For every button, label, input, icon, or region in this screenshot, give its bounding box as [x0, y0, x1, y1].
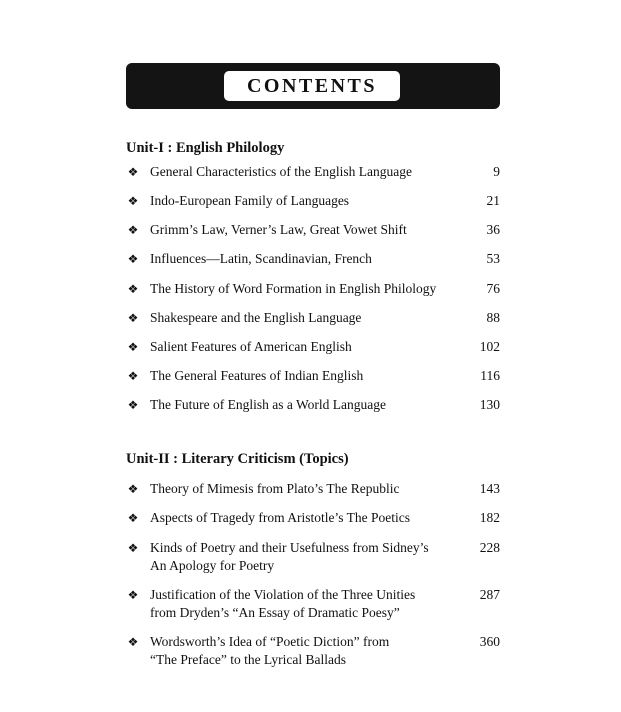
entry-title — [150, 586, 450, 622]
entry-title — [150, 338, 450, 356]
entry-page-number: 76 — [486, 281, 500, 296]
entry-page-number: 21 — [486, 193, 500, 208]
entry-title-line: The General Features of Indian English — [150, 368, 364, 383]
entry-page-number: 130 — [479, 397, 500, 412]
entry-title — [150, 480, 450, 498]
entry-page-number: 9 — [493, 164, 500, 179]
contents-banner — [126, 63, 500, 109]
entry-page-number: 116 — [480, 368, 500, 383]
bullet-icon: ❖ — [127, 311, 139, 325]
entry-title-line: Kinds of Poetry and their Usefulness from Sidney’s — [150, 540, 429, 555]
entry-title — [150, 192, 450, 210]
entry-title-line: General Characteristics of the English Language — [150, 164, 413, 179]
bullet-icon: ❖ — [127, 223, 139, 237]
entry-title-line: Aspects of Tragedy from Aristotle’s The Poetics — [150, 510, 410, 525]
entry-title-line: “The Preface” to the Lyrical Ballads — [150, 652, 347, 667]
entry-title-line: Justification of the Violation of the Three Unities — [150, 587, 416, 602]
entry-title-line: Influences—Latin, Scandinavian, French — [150, 251, 372, 266]
entry-title-line: An Apology for Poetry — [150, 558, 275, 573]
entry-title-line: Shakespeare and the English Language — [150, 310, 362, 325]
entry-title — [150, 539, 450, 575]
bullet-icon: ❖ — [127, 635, 139, 649]
entry-page-number: 360 — [479, 634, 500, 649]
bullet-icon: ❖ — [127, 252, 139, 266]
contents-title: CONTENTS — [224, 71, 400, 101]
entry-title — [150, 309, 450, 327]
bullet-icon: ❖ — [127, 282, 139, 296]
entry-title — [150, 633, 450, 669]
entry-title-line: Grimm’s Law, Verner’s Law, Great Vowet Shift — [150, 222, 407, 237]
bullet-icon: ❖ — [127, 369, 139, 383]
entry-page-number: 228 — [479, 540, 500, 555]
entry-title-line: Salient Features of American English — [150, 339, 352, 354]
entry-page-number: 102 — [479, 339, 500, 354]
entry-page-number: 88 — [486, 310, 500, 325]
entry-title-line: The History of Word Formation in English Philology — [150, 281, 437, 296]
bullet-icon: ❖ — [127, 588, 139, 602]
unit-title: Unit-II : Literary Criticism (Topics) — [126, 451, 349, 467]
bullet-icon: ❖ — [127, 165, 139, 179]
entry-title — [150, 280, 450, 298]
entry-title — [150, 163, 450, 181]
bullet-icon: ❖ — [127, 194, 139, 208]
entry-page-number: 143 — [479, 481, 500, 496]
entry-title — [150, 367, 450, 385]
entry-title-line: Indo-European Family of Languages — [150, 193, 350, 208]
entry-title-line: The Future of English as a World Language — [150, 397, 386, 412]
entry-title — [150, 250, 450, 268]
entry-title-line: from Dryden’s “An Essay of Dramatic Poesy” — [150, 605, 400, 620]
entry-title — [150, 509, 450, 527]
bullet-icon: ❖ — [127, 541, 139, 555]
bullet-icon: ❖ — [127, 340, 139, 354]
entry-page-number: 287 — [479, 587, 500, 602]
entry-title — [150, 221, 450, 239]
bullet-icon: ❖ — [127, 398, 139, 412]
entry-page-number: 53 — [486, 251, 500, 266]
bullet-icon: ❖ — [127, 511, 139, 525]
entry-title — [150, 396, 450, 414]
bullet-icon: ❖ — [127, 482, 139, 496]
entry-title-line: Theory of Mimesis from Plato’s The Republic — [150, 481, 400, 496]
unit-title: Unit-I : English Philology — [126, 140, 285, 156]
entry-page-number: 36 — [486, 222, 500, 237]
entry-title-line: Wordsworth’s Idea of “Poetic Diction” from — [150, 634, 390, 649]
entry-page-number: 182 — [479, 510, 500, 525]
